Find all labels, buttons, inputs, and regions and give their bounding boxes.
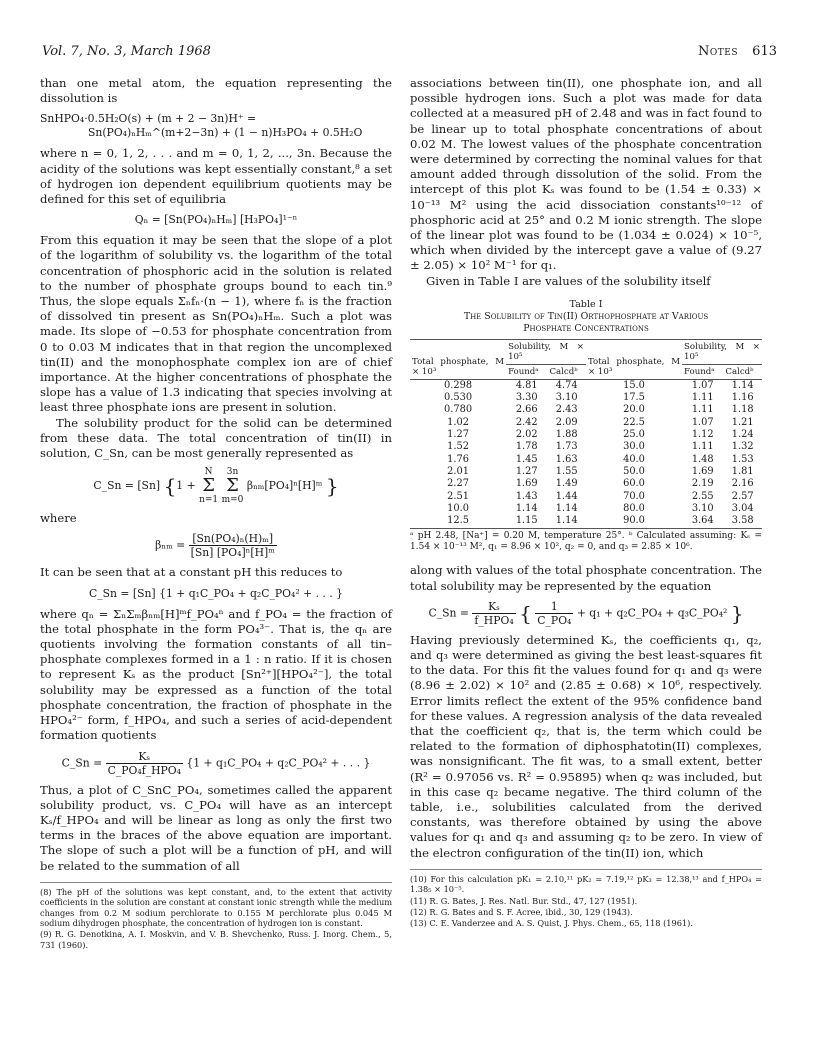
paragraph: along with values of the total phosphate concentration. The total solubility may be represented by the equation [410, 563, 762, 593]
table-cell: 1.14 [555, 502, 578, 514]
equation-lhs: C_Sn = [Sn] [93, 479, 161, 493]
table-cell: 1.52 [447, 441, 469, 453]
sum-upper: 3n [226, 467, 239, 478]
table-cell: 2.27 [447, 478, 469, 490]
table-cell: 1.14 [731, 379, 754, 391]
paragraph: than one metal atom, the equation representing the dissolution is [40, 76, 392, 106]
brace-open: { [519, 601, 532, 626]
table-cell: 40.0 [623, 453, 645, 465]
numerator: Kₛ [472, 600, 515, 614]
table-cell: 3.04 [731, 502, 754, 514]
paragraph: associations between tin(II), one phosphate ion, and all possible hydrogen ions. Such a plot was made for data collected at a measured pH of 2.48 and was in fact found to be linear up to total phosphate concentrations of about 0.02 M. The lowest values of the phosphate concentration were determined by correcting the nominal values for that amount added through dissolution of the solid. From the intercept of this plot Kₛ was found to be (1.54 ± 0.33) × 10⁻¹³ M² using the acid dissociation constants¹⁰⁻¹² of phosphoric acid at 25° and 0.2 M ionic strength. The slope of the linear plot was found to be (1.034 ± 0.024) × 10⁻⁵, which when divided by the intercept gave a value of (9.27 ± 2.05) × 10² M⁻¹ for q₁. [410, 76, 762, 273]
table-cell: 60.0 [623, 478, 645, 490]
table-cell: 1.27 [515, 465, 538, 477]
table-cell: 4.74 [555, 379, 578, 391]
brace-close: } [325, 474, 339, 499]
table-cell: 10.0 [447, 502, 469, 514]
table-cell: 15.0 [623, 379, 645, 391]
sum-lower: m=0 [221, 495, 244, 506]
table-cell: 2.57 [731, 490, 754, 502]
column-subheader: Foundᵃ [682, 364, 723, 379]
equation-lhs: C_Sn = [61, 756, 103, 769]
table-row [410, 454, 762, 466]
table-cell: 1.16 [731, 392, 754, 404]
sum-upper: N [204, 467, 213, 478]
column-subheader: Calcdᵇ [547, 364, 586, 379]
table-cell: 1.11 [691, 404, 714, 416]
table-cell: 2.43 [555, 404, 578, 416]
equation-total-tin: C_Sn = [Sn] {1 + N Σ n=1 3n Σ m=0 βₙₘ[PO₄]ⁿ[H]ᵐ } [93, 467, 339, 506]
table-label: Table I [569, 298, 603, 310]
table-cell: 1.63 [555, 453, 578, 465]
table-cell: 2.19 [691, 478, 714, 490]
table-cell: 1.69 [515, 478, 538, 490]
table-row [410, 515, 762, 527]
paragraph: where qₙ = ΣₙΣₘβₙₘ[H]ᵐf_PO₄ⁿ and f_PO₄ = the fraction of the total phosphate in the form PO₄³⁻. That is, the qₙ are quotients involving the formation constants of all tin–phosphate complexes formed in a 1 : n ratio. If it is chosen to represent Kₛ as the product [Sn²⁺][HPO₄²⁻], the total solubility may be expressed as a function of the total phosphate concentration, the fraction of phosphate in the HPO₄²⁻ form, f_HPO₄, and such a series of acid-dependent formation quotients [40, 606, 392, 743]
table-cell: 3.58 [731, 515, 754, 527]
table-cell: 1.44 [555, 490, 578, 502]
table-cell: 70.0 [623, 490, 645, 502]
paragraph: Given in Table I are values of the solubility itself [426, 273, 711, 288]
table-cell: 12.5 [447, 515, 469, 527]
table-cell: 1.76 [447, 453, 469, 465]
table-row [410, 392, 762, 404]
header-right [698, 44, 777, 59]
running-header [42, 44, 777, 64]
right-column [410, 76, 762, 930]
paragraph: where n = 0, 1, 2, . . . and m = 0, 1, 2, ..., 3n. Because the acidity of the solutions was kept essentially constant,⁸ a set of hydrogen ion dependent equilibrium quotients may be defined for this set of equilibria [40, 146, 392, 207]
equation-constant-ph: C_Sn = [Sn] {1 + q₁C_PO₄ + q₂C_PO₄² + . . . } [88, 586, 344, 600]
denominator: f_HPO₄ [474, 613, 514, 627]
fraction [189, 532, 277, 559]
table-cell: 20.0 [623, 404, 645, 416]
equation-solubility [40, 750, 392, 777]
paragraph: The solubility product for the solid can be determined from these data. The total concentration of tin(II) in solution, C_Sn, can be most generally represented as [40, 415, 392, 461]
table-cell: 1.48 [691, 453, 714, 465]
table-cell: 2.66 [515, 404, 538, 416]
footnote: (8) The pH of the solutions was kept constant, and, to the extent that activity coefficients in the solution are constant at constant ionic strength while the medium changes from 0.2 M sodium perchlorate to 0.155 M perchlorate plus 0.045 M sodium dihydrogen phosphate, the concentration of hydrogen ion is constant. [40, 886, 392, 928]
column-header: Solubility, M × 10⁵ [506, 339, 586, 364]
numerator: 1 [535, 600, 573, 614]
table-cell: 1.43 [515, 490, 538, 502]
column-subheader: Calcdᵇ [723, 364, 762, 379]
equation-lhs: C_Sn = [428, 606, 469, 620]
page-number: 613 [752, 44, 777, 59]
paragraph: From this equation it may be seen that the slope of a plot of the logarithm of solubility vs. the logarithm of the total concentration of phosphoric acid in the solution is related to the number of phosphate groups bound to each tin.⁹ Thus, the slope equals Σₙfₙ·(n − 1), where fₙ is the fraction of dissolved tin present as Sn(PO₄)ₙHₘ. Such a plot was made. Its slope of −0.53 for phosphate concentration from 0 to 0.03 M indicates that in that region the uncomplexed tin(II) and the monophosphate complex ion are of chief importance. At the higher concentrations of phosphate the slope has a value of 1.3 indicating that species involving at least three phosphate ions are present in solution. [40, 233, 392, 415]
table-cell: 1.55 [555, 465, 578, 477]
table-cell: 1.49 [555, 478, 578, 490]
table-cell: 1.21 [731, 416, 754, 428]
table-cell: 25.0 [623, 429, 645, 441]
table-cell: 90.0 [623, 515, 645, 527]
paragraph: Thus, a plot of C_SnC_PO₄, sometimes called the apparent solubility product, vs. C_PO₄ will have as an intercept Kₛ/f_HPO₄ and will be linear as long as only the first two terms in the braces of the above equation are important. The slope of such a plot will be a function of pH, and will be related to the summation of all [40, 782, 392, 873]
equation-term: βₙₘ[PO₄]ⁿ[H]ᵐ [246, 479, 323, 493]
summation-m [222, 467, 244, 505]
equation-line: SnHPO₄·0.5H₂O(s) + (m + 2 − 3n)H⁺ = [40, 112, 257, 126]
table-footnote: ᵃ pH 2.48, [Na⁺] = 0.20 M, temperature 25°. ᵇ Calculated assuming: Kₛ = 1.54 × 10⁻¹³ M², q₁ = 8.96 × 10², q₂ = 0, and q₃ = 2.85 × 10⁶. [410, 528, 762, 553]
table-cell: 2.16 [731, 478, 754, 490]
table-cell: 1.14 [515, 502, 538, 514]
column-header: Total phosphate, M × 10³ [410, 339, 506, 379]
table-cell: 1.69 [691, 465, 714, 477]
numerator: Kₛ [106, 750, 183, 764]
summation-n [199, 467, 218, 505]
sum-lower: n=1 [199, 495, 219, 506]
table-cell: 1.24 [731, 429, 754, 441]
table-cell: 1.73 [555, 441, 578, 453]
footnote: (11) R. G. Bates, J. Res. Natl. Bur. Std., 47, 127 (1951). [410, 895, 638, 906]
table-cell: 1.88 [555, 429, 578, 441]
footnote: (10) For this calculation pK₁ = 2.10,¹¹ pK₂ = 7.19,¹² pK₃ = 12.38,¹³ and f_HPO₄ = 1.38₅ × 10⁻⁵. [410, 873, 762, 895]
table-cell: 3.10 [691, 502, 714, 514]
journal-volume: Vol. 7, No. 3, March 1968 [42, 44, 211, 59]
table-cell: 2.51 [447, 490, 469, 502]
table-row [410, 404, 762, 416]
table-cell: 2.42 [515, 416, 538, 428]
table-cell: 0.298 [444, 379, 473, 391]
fraction [535, 600, 573, 627]
column-subheader: Foundᵃ [506, 364, 547, 379]
equation-line: Sn(PO₄)ₙHₘ^(m+2−3n) + (1 − n)H₃PO₄ + 0.5H₂O [88, 126, 363, 140]
table-cell: 1.27 [447, 429, 469, 441]
equation-quotient: Qₙ = [Sn(PO₄)ₙHₘ] [H₃PO₄]¹⁻ⁿ [134, 213, 298, 227]
equation-lhs: βₙₘ = [155, 538, 186, 552]
equation-beta [40, 532, 392, 559]
table-cell: 4.81 [515, 379, 538, 391]
table-cell: 3.64 [691, 515, 714, 527]
table-row [410, 503, 762, 515]
numerator: [Sn(PO₄)ₙ(H)ₘ] [189, 532, 277, 546]
left-column [40, 76, 392, 951]
table-cell: 2.09 [555, 416, 578, 428]
denominator: C_PO₄ [537, 613, 572, 627]
table-cell: 1.12 [691, 429, 714, 441]
table-row [410, 429, 762, 441]
table-cell: 1.53 [731, 453, 754, 465]
table-cell: 1.45 [515, 453, 538, 465]
table-cell: 17.5 [623, 392, 645, 404]
footnotes [40, 882, 392, 950]
table-cell: 1.11 [691, 441, 714, 453]
paragraph: It can be seen that at a constant pH this reduces to [40, 565, 343, 580]
table-title-line: Phosphate Concentrations [523, 322, 649, 334]
equation-rhs: {1 + q₁C_PO₄ + q₂C_PO₄² + . . . } [186, 756, 371, 769]
footnote: (13) C. E. Vanderzee and A. S. Quist, J. Phys. Chem., 65, 118 (1961). [410, 918, 693, 929]
table-cell: 2.01 [447, 465, 469, 477]
table-cell: 1.07 [691, 379, 714, 391]
table-cell: 22.5 [623, 416, 645, 428]
column-header: Solubility, M × 10⁵ [682, 339, 762, 364]
table-row [410, 491, 762, 503]
equation-dissolution [40, 112, 392, 140]
table-cell: 30.0 [623, 441, 645, 453]
table-cell: 3.10 [555, 392, 578, 404]
footnote: (12) R. G. Bates and S. F. Acree, ibid., 30, 129 (1943). [410, 907, 633, 918]
fraction [106, 750, 183, 777]
table-cell: 2.02 [515, 429, 538, 441]
equation-total-solubility [410, 600, 762, 627]
denominator: [Sn] [PO₄]ⁿ[H]ᵐ [190, 546, 275, 560]
table-cell: 1.14 [555, 515, 578, 527]
table-cell: 1.81 [731, 465, 754, 477]
table-cell: 0.780 [444, 404, 473, 416]
table-body [410, 379, 762, 527]
sigma-icon: Σ [226, 475, 239, 497]
table-cell: 1.02 [447, 416, 469, 428]
table-cell: 80.0 [623, 502, 645, 514]
table-cell: 0.530 [444, 392, 473, 404]
table-cell: 1.32 [731, 441, 754, 453]
table-title-line: The Solubility of Tin(II) Orthophosphate at Various [463, 310, 709, 322]
solubility-table [410, 339, 762, 528]
section-name: Notes [698, 44, 739, 59]
sigma-icon: Σ [202, 475, 215, 497]
table-cell: 1.15 [515, 515, 538, 527]
fraction [472, 600, 515, 627]
table-cell: 50.0 [623, 465, 645, 477]
table-row [410, 379, 762, 392]
brace-open: { [163, 474, 177, 499]
table-cell: 1.07 [691, 416, 714, 428]
paragraph: where [40, 511, 77, 526]
table-row [410, 478, 762, 490]
table-row [410, 466, 762, 478]
table-row [410, 441, 762, 453]
table-cell: 1.18 [731, 404, 754, 416]
footnote: (9) R. G. Denotkina, A. I. Moskvin, and V. B. Shevchenko, Russ. J. Inorg. Chem., 5, 731 (1960). [40, 929, 392, 950]
paragraph: Having previously determined Kₛ, the coefficients q₁, q₂, and q₃ were determined as giving the best least-squares fit to the data. For this fit the values found for q₁ and q₃ were (8.96 ± 2.02) × 10² and (2.85 ± 0.68) × 10⁶, respectively. Error limits reflect the extent of the 95% confidence band for these values. A regression analysis of the data revealed that the coefficient q₂, that is, the term which could be related to the formation of diphosphatotin(II) complexes, was nonsignificant. The fit was, to a small extent, better (R² = 0.97056 vs. R² = 0.95895) when q₂ was included, but in this case q₂ became negative. The third column of the table, i.e., solubilities calculated from the derived constants, was therefore obtained by using the above values for q₁ and q₃ and assuming q₂ to be zero. In view of the electron configuration of the tin(II) ion, which [410, 632, 762, 860]
brace-close: } [730, 601, 744, 626]
column-header: Total phosphate, M × 10³ [586, 339, 682, 379]
denominator: C_PO₄f_HPO₄ [107, 763, 181, 777]
table-cell: 2.55 [691, 490, 714, 502]
table-cell: 1.11 [691, 392, 714, 404]
table-row [410, 417, 762, 429]
footnotes [410, 869, 762, 929]
table-title [410, 311, 762, 335]
equation-rhs: + q₁ + q₂C_PO₄ + q₃C_PO₄² [576, 606, 728, 620]
table-cell: 3.30 [515, 392, 538, 404]
table-cell: 1.78 [515, 441, 538, 453]
